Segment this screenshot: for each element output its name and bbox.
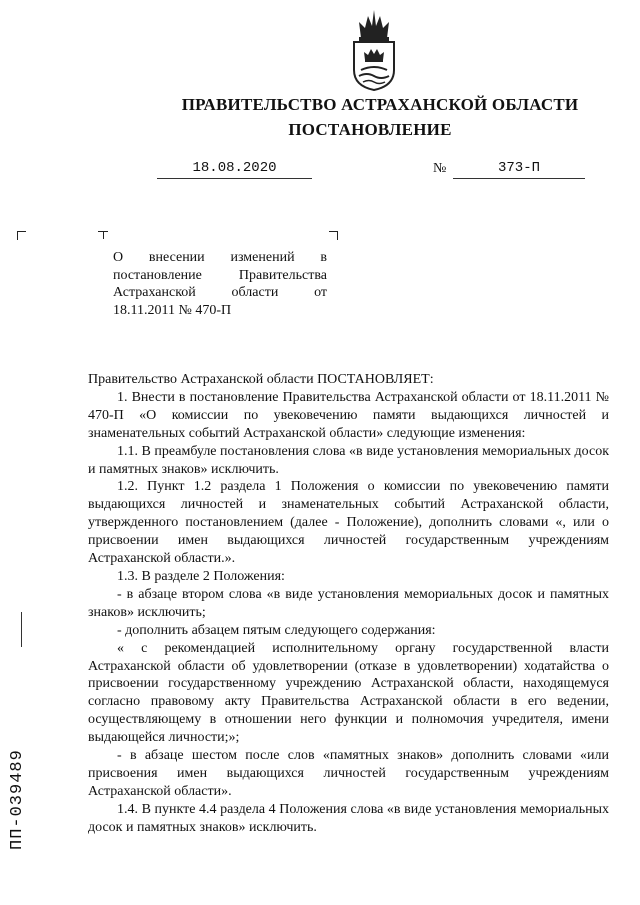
document-body (88, 371, 609, 837)
paragraph-1-3-c: - в абзаце шестом после слов «памятных знаков» дополнить словами «или присвоения имен выдающихся личностей государственным учреждениям Астраханской области». (88, 748, 609, 799)
subject-line: 18.11.2011 № 470-П (113, 302, 232, 318)
document-number: 373-П (453, 160, 585, 179)
number-sign: № (433, 161, 447, 176)
side-stamp: ПП-039489 (8, 749, 27, 850)
paragraph-1-3-b: - дополнить абзацем пятым следующего содержания: (117, 622, 436, 638)
document-date: 18.08.2020 (157, 160, 312, 179)
corner-mark-subject-left-stem (103, 231, 104, 239)
paragraph-1-3: 1.3. В разделе 2 Положения: (117, 568, 285, 584)
subject-line: О внесении изменений в (113, 250, 327, 265)
paragraph-1-3-quote: « с рекомендацией исполнительному органу государственной власти Астраханской области об удовлетворении (отказе в удовлетворении) ходатайства о присвоении государственному учреждению Астраханской области, находящемуся согласно правовому акту Правительства Астраханской области в его ведении, осуществляющему в отношении него функции и полномочия учредителя, имени выдающейся личности;»; (88, 640, 609, 746)
margin-line (21, 612, 22, 647)
paragraph-1-3-a: - в абзаце втором слова «в виде установления мемориальных досок и памятных знаков» исключить; (88, 586, 609, 620)
corner-mark-subject-right (329, 231, 338, 240)
paragraph-1-4: 1.4. В пункте 4.4 раздела 4 Положения слова «в виде установления мемориальных досок и памятных знаков» исключить. (88, 801, 609, 835)
paragraph-1-1: 1.1. В преамбуле постановления слова «в виде установления мемориальных досок и памятных знаков» исключить. (88, 443, 609, 477)
subject-line: постановление Правительства (113, 267, 327, 283)
preamble: Правительство Астраханской области ПОСТАНОВЛЯЕТ: (88, 372, 434, 387)
document-type: ПОСТАНОВЛЕНИЕ (288, 120, 452, 139)
document-subject (113, 249, 327, 319)
corner-mark-left (17, 231, 26, 240)
coat-of-arms-icon (349, 8, 399, 92)
paragraph-1: 1. Внести в постановление Правительства Астраханской области от 18.11.2011 № 470-П «О комиссии по увековечению памяти выдающихся личностей и знаменательных событий Астраханской области» следующие изменения: (88, 389, 609, 441)
paragraph-1-2: 1.2. Пункт 1.2 раздела 1 Положения о комиссии по увековечению памяти выдающихся личностей и знаменательных событий Астраханской области, утвержденного постановлением (далее - Положение), дополнить словами «, или о присвоении имен выдающихся личностей государственным учреждениям Астраханской области.». (88, 479, 609, 567)
subject-line: Астраханской области от (113, 285, 327, 301)
organization-title: ПРАВИТЕЛЬСТВО АСТРАХАНСКОЙ ОБЛАСТИ (181, 95, 579, 114)
